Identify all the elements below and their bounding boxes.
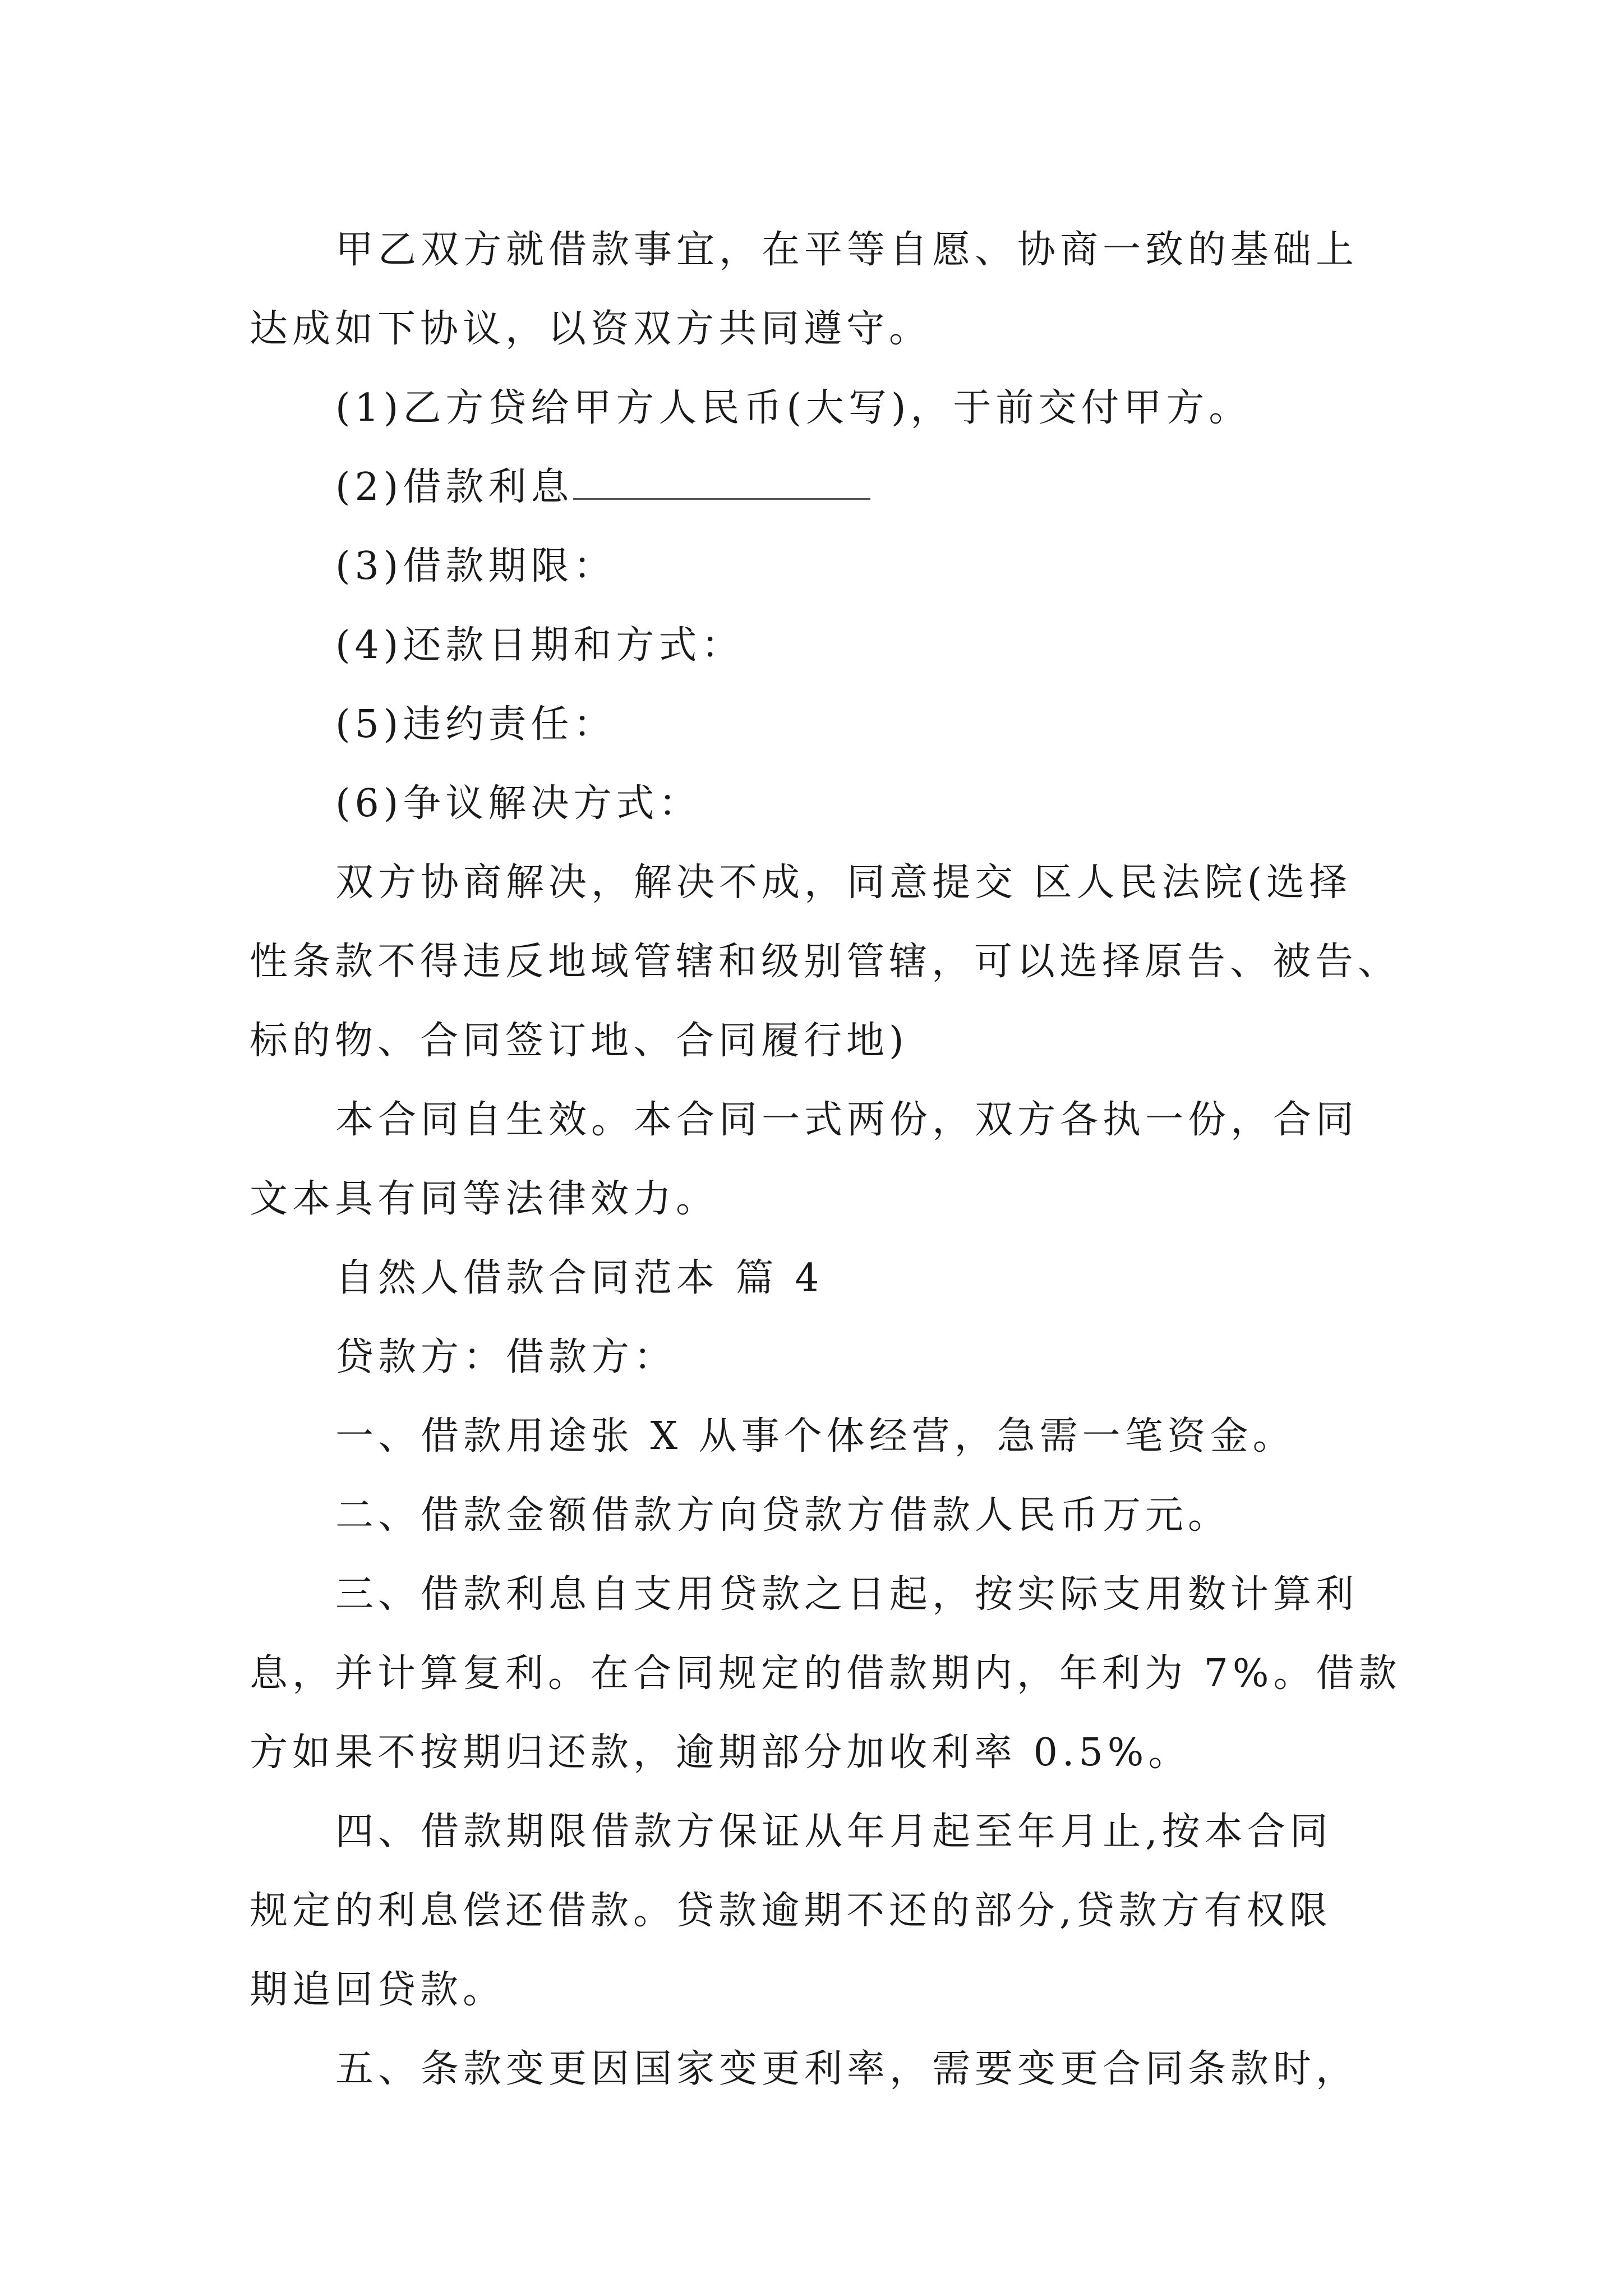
article-4: 四、借款期限借款方保证从年月起至年月止,按本合同 — [335, 1810, 1332, 1854]
text-line: 文本具有同等法律效力。 — [250, 1177, 719, 1221]
clause-1: (1)乙方贷给甲方人民币(大写)，于前交付甲方。 — [335, 386, 1252, 430]
text-line: 标的物、合同签订地、合同履行地) — [250, 1019, 909, 1063]
section-heading: 自然人借款合同范本 篇 4 — [335, 1256, 824, 1300]
clause-2-label: (2)借款利息 — [335, 465, 574, 509]
text-line: 双方协商解决，解决不成，同意提交 区人民法院(选择 — [335, 861, 1352, 905]
fill-in-blank — [573, 464, 870, 500]
text-line: 本合同自生效。本合同一式两份，双方各执一份，合同 — [335, 1098, 1359, 1142]
text-line: 息，并计算复利。在合同规定的借款期内，年利为 7%。借款 — [250, 1651, 1401, 1696]
text-line: 规定的利息偿还借款。贷款逾期不还的部分,贷款方有权限 — [250, 1889, 1332, 1933]
text-line: 性条款不得违反地域管辖和级别管辖，可以选择原告、被告、 — [250, 940, 1401, 984]
article-5: 五、条款变更因国家变更利率，需要变更合同条款时， — [335, 2047, 1359, 2091]
clause-5: (5)违约责任： — [335, 702, 616, 747]
parties-line: 贷款方：借款方： — [335, 1335, 677, 1379]
article-2: 二、借款金额借款方向贷款方借款人民币万元。 — [335, 1493, 1231, 1538]
article-3: 三、借款利息自支用贷款之日起，按实际支用数计算利 — [335, 1572, 1359, 1617]
clause-4: (4)还款日期和方式： — [335, 623, 744, 668]
text-line: 达成如下协议，以资双方共同遵守。 — [250, 307, 932, 351]
article-1: 一、借款用途张 X 从事个体经营，急需一笔资金。 — [335, 1414, 1295, 1458]
clause-3: (3)借款期限： — [335, 544, 616, 588]
clause-6: (6)争议解决方式： — [335, 781, 702, 826]
document-body — [250, 210, 1401, 2109]
text-line: 方如果不按期归还款，逾期部分加收利率 0.5%。 — [250, 1731, 1191, 1775]
clause-2 — [250, 448, 1391, 527]
text-line: 甲乙双方就借款事宜，在平等自愿、协商一致的基础上 — [335, 228, 1359, 272]
text-line: 期追回贷款。 — [250, 1968, 506, 2012]
